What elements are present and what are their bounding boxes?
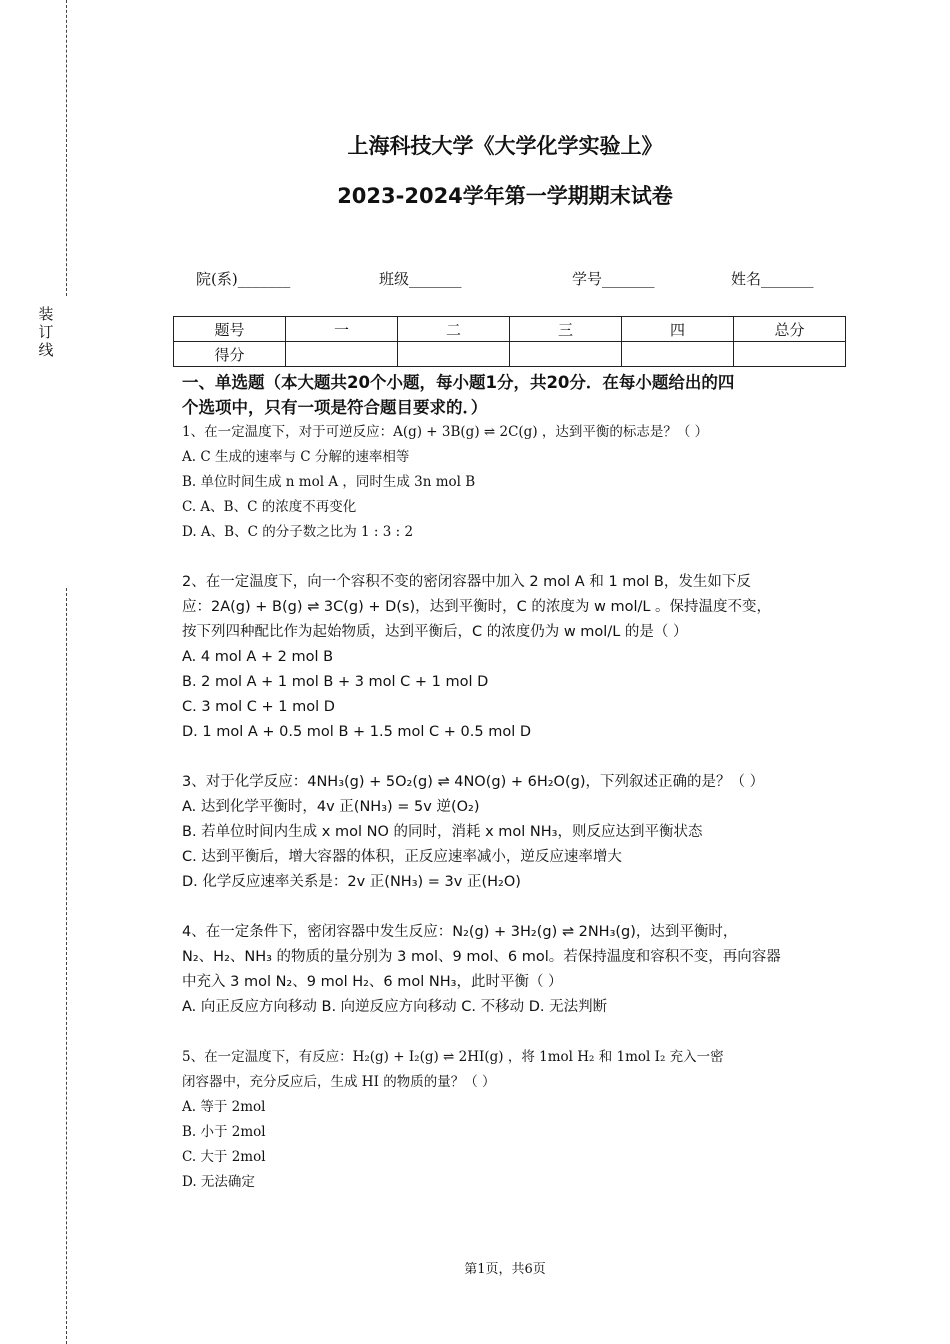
option-line: A. 等于 2mol <box>182 1099 266 1115</box>
option-line: C. 达到平衡后，增大容器的体积，正反应速率减小，逆反应速率增大 <box>182 849 622 865</box>
page-footer: 第1页，共6页 <box>464 1262 546 1277</box>
option-line: B. 小于 2mol <box>182 1124 266 1140</box>
question-4 <box>182 920 842 1020</box>
score-table-score-row <box>174 342 846 367</box>
binding-line-label: 装订线 <box>38 305 54 359</box>
question-line: 闭容器中，充分反应后，生成 HI 的物质的量？（ ） <box>182 1074 496 1090</box>
option-line: A. 4 mol A + 2 mol B <box>182 649 334 665</box>
score-table-cell: 得分 <box>174 342 286 367</box>
score-table-cell <box>622 342 734 367</box>
class-field: 班级_______ <box>379 270 462 288</box>
score-table-cell: 三 <box>510 317 622 342</box>
option-line: B. 单位时间生成 n mol A ，同时生成 3n mol B <box>182 474 476 490</box>
question-line: 应：2A(g) + B(g) ⇌ 3C(g) + D(s)，达到平衡时，C 的浓度为 w mol/L 。保持温度不变， <box>182 599 772 615</box>
question-line: 4、在一定条件下，密闭容器中发生反应：N₂(g) + 3H₂(g) ⇌ 2NH₃(g)，达到平衡时， <box>182 924 738 940</box>
option-line: D. 化学反应速率关系是：2v 正(NH₃) = 3v 正(H₂O) <box>182 874 521 890</box>
question-line: 中充入 3 mol N₂、9 mol H₂、6 mol NH₃，此时平衡（ ） <box>182 974 563 990</box>
question-line: 按下列四种配比作为起始物质，达到平衡后，C 的浓度仍为 w mol/L 的是（ ） <box>182 624 688 640</box>
question-3 <box>182 770 842 895</box>
score-table-cell: 题号 <box>174 317 286 342</box>
option-line: C. 大于 2mol <box>182 1149 266 1165</box>
option-line: A. 达到化学平衡时，4v 正(NH₃) = 5v 逆(O₂) <box>182 799 480 815</box>
question-2 <box>182 570 842 745</box>
question-line: 1、在一定温度下，对于可逆反应：A(g) + 3B(g) ⇌ 2C(g) ，达到平衡的标志是？（ ） <box>182 424 709 440</box>
question-line: 5、在一定温度下，有反应：H₂(g) + I₂(g) ⇌ 2HI(g) ，将 1mol H₂ 和 1mol I₂ 充入一密 <box>182 1049 724 1065</box>
option-line: D. 无法确定 <box>182 1174 255 1190</box>
option-line: A. 向正反应方向移动 B. 向逆反应方向移动 C. 不移动 D. 无法判断 <box>182 999 608 1015</box>
score-table-cell: 总分 <box>734 317 846 342</box>
option-line: A. C 生成的速率与 C 分解的速率相等 <box>182 449 410 465</box>
question-1 <box>182 420 842 545</box>
score-table-header-row <box>174 317 846 342</box>
option-line: D. A、B、C 的分子数之比为 1 : 3 : 2 <box>182 524 414 540</box>
score-table-cell: 二 <box>398 317 510 342</box>
score-table-cell: 四 <box>622 317 734 342</box>
name-field: 姓名_______ <box>731 270 814 288</box>
option-line: B. 2 mol A + 1 mol B + 3 mol C + 1 mol D <box>182 674 489 690</box>
question-5 <box>182 1045 842 1195</box>
option-line: C. A、B、C 的浓度不再变化 <box>182 499 357 515</box>
score-table-cell: 一 <box>286 317 398 342</box>
option-line: D. 1 mol A + 0.5 mol B + 1.5 mol C + 0.5 mol D <box>182 724 532 740</box>
score-table-cell <box>398 342 510 367</box>
question-line: N₂、H₂、NH₃ 的物质的量分别为 3 mol、9 mol、6 mol。若保持温度和容积不变，再向容器 <box>182 949 781 965</box>
exam-title-line2: 2023-2024学年第一学期期末试卷 <box>337 184 673 208</box>
option-line: B. 若单位时间内生成 x mol NO 的同时，消耗 x mol NH₃，则反应达到平衡状态 <box>182 824 703 840</box>
section-title-line1: 一、单选题（本大题共20个小题，每小题1分，共20分．在每小题给出的四 <box>182 373 735 392</box>
question-line: 2、在一定温度下，向一个容积不变的密闭容器中加入 2 mol A 和 1 mol B，发生如下反 <box>182 574 751 590</box>
score-table-cell <box>510 342 622 367</box>
exam-title-line1: 上海科技大学《大学化学实验上》 <box>347 134 663 158</box>
exam-content <box>182 370 842 1220</box>
question-line: 3、对于化学反应：4NH₃(g) + 5O₂(g) ⇌ 4NO(g) + 6H₂O(g)，下列叙述正确的是？（ ） <box>182 774 765 790</box>
score-table-cell <box>734 342 846 367</box>
section-title-line2: 个选项中，只有一项是符合题目要求的．） <box>182 398 488 417</box>
score-table-cell <box>286 342 398 367</box>
score-table <box>173 316 846 367</box>
option-line: C. 3 mol C + 1 mol D <box>182 699 335 715</box>
department-field: 院(系)_______ <box>196 270 291 288</box>
student-id-field: 学号_______ <box>572 270 655 288</box>
binding-dashed-line-bottom <box>66 588 67 1344</box>
